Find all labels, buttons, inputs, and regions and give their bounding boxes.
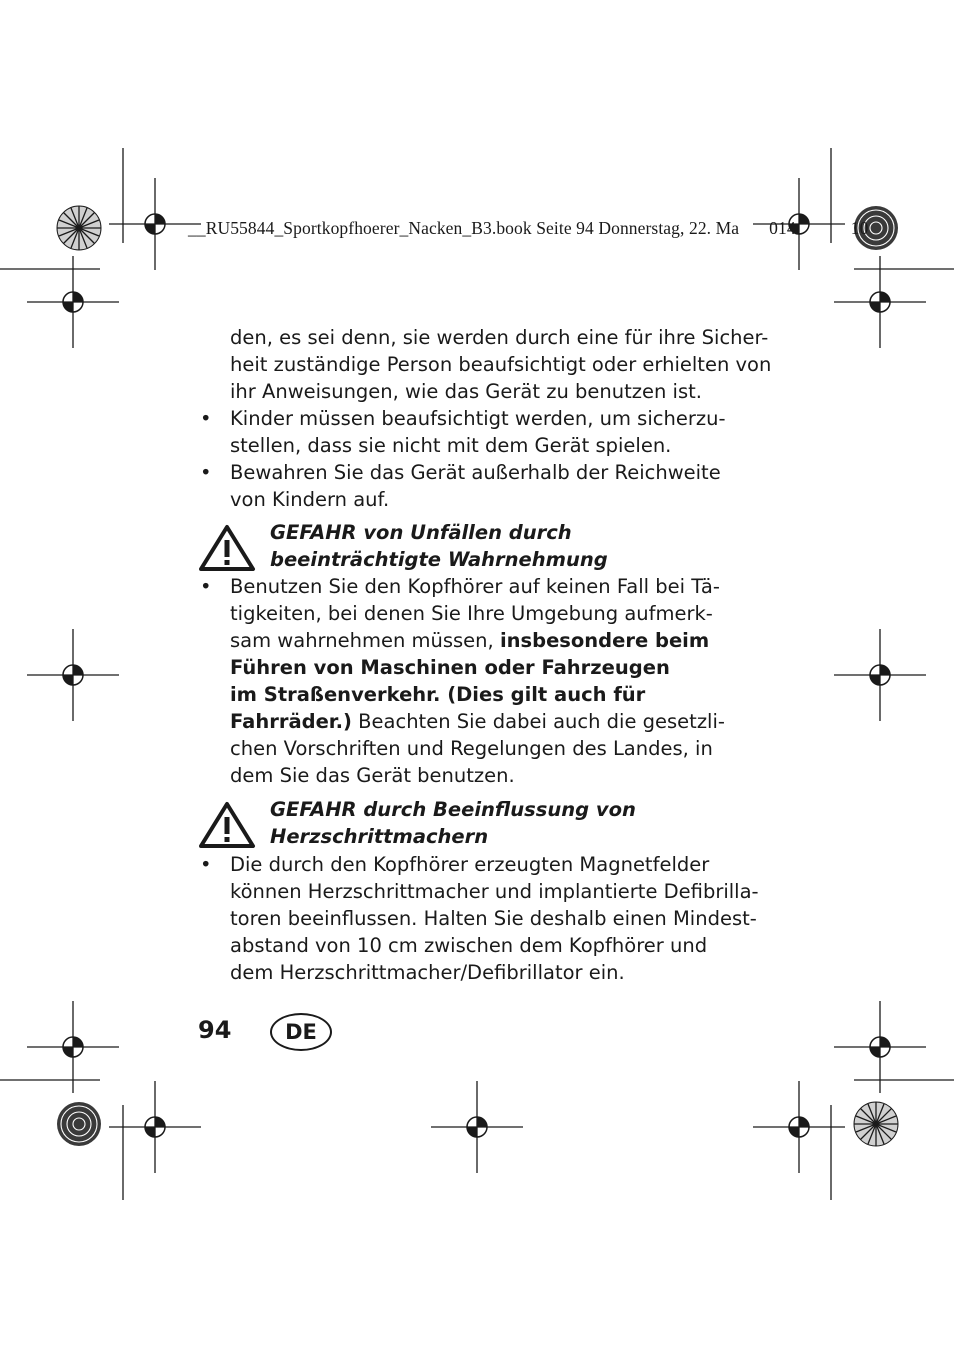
warning-triangle-icon [198,524,256,572]
emphasis-text: insbesondere beim [499,629,710,652]
emphasis-text: im Straßenverkehr. (Dies gilt auch für [230,683,646,706]
warning-title-line: beeinträchtigte Wahrnehmung [270,548,608,571]
list-item [230,573,740,789]
text-line [230,627,740,654]
warning-title-line: Herzschrittmachern [270,825,489,848]
bullet-symbol: • [200,575,212,598]
registration-mark-icon [834,629,926,721]
text-line: von Kindern auf. [230,488,390,511]
registration-mark-icon [431,1081,523,1173]
list-item [230,459,740,513]
text-line: ihr Anweisungen, wie das Gerät zu benutzen ist. [230,380,702,403]
language-badge: DE [270,1013,332,1051]
intro-paragraph [230,324,772,405]
text-line [230,654,740,681]
text-line: den, es sei denn, sie werden durch eine für ihre Sicher- [230,326,769,349]
list-item [230,405,740,459]
text-line: toren beeinflussen. Halten Sie deshalb einen Mindest- [230,907,757,930]
emphasis-text: Fahrräder.) [230,710,352,733]
warning-triangle-icon [198,801,256,849]
text-line: Benutzen Sie den Kopfhörer auf keinen Fall bei Tä- [230,575,720,598]
registration-mark-icon [27,629,119,721]
text-line: können Herzschrittmacher und implantierte Defibrilla- [230,880,759,903]
text-line: tigkeiten, bei denen Sie Ihre Umgebung aufmerk- [230,602,713,625]
bullet-symbol: • [200,461,212,484]
text-line: stellen, dass sie nicht mit dem Gerät spielen. [230,434,672,457]
warning-title [270,796,636,850]
bullet-symbol: • [200,407,212,430]
star-target-icon [854,1102,898,1146]
star-target-icon [57,206,101,250]
warning-title-line: GEFAHR durch Beeinflussung von [270,798,636,821]
text-run: Beachten Sie dabei auch die gesetzli- [351,710,725,733]
star-target-icon [57,1102,101,1146]
text-line: abstand von 10 cm zwischen dem Kopfhörer und [230,934,708,957]
text-line: heit zuständige Person beaufsichtigt oder erhielten von [230,353,772,376]
header-file-label: __RU55844_Sportkopfhoerer_Nacken_B3.book Seite 94 Donnerstag, 22. Ma [188,218,740,238]
text-line: dem Sie das Gerät benutzen. [230,764,515,787]
registration-mark-icon [834,256,926,348]
emphasis-text: Führen von Maschinen oder Fahrzeugen [230,656,670,679]
text-line: Die durch den Kopfhörer erzeugten Magnetfelder [230,853,710,876]
warning-title [270,519,608,573]
bullet-symbol: • [200,853,212,876]
print-header [188,218,928,239]
registration-mark-icon [27,1001,119,1093]
text-line: Bewahren Sie das Gerät außerhalb der Reichweite [230,461,721,484]
page-number: 94 [198,1016,232,1044]
warning-title-line: GEFAHR von Unfällen durch [270,521,572,544]
text-line [230,708,740,735]
list-item [230,851,759,986]
registration-mark-icon [27,256,119,348]
header-date-fragment: 014 [769,218,796,238]
text-run: sam wahrnehmen müssen, [230,629,500,652]
text-line [230,681,740,708]
text-line: Kinder müssen beaufsichtigt werden, um sicherzu- [230,407,726,430]
registration-mark-icon [834,1001,926,1093]
text-line: dem Herzschrittmacher/Defibrillator ein. [230,961,625,984]
text-line: chen Vorschriften und Regelungen des Landes, in [230,737,713,760]
header-time-fragment: 10 [850,218,869,238]
